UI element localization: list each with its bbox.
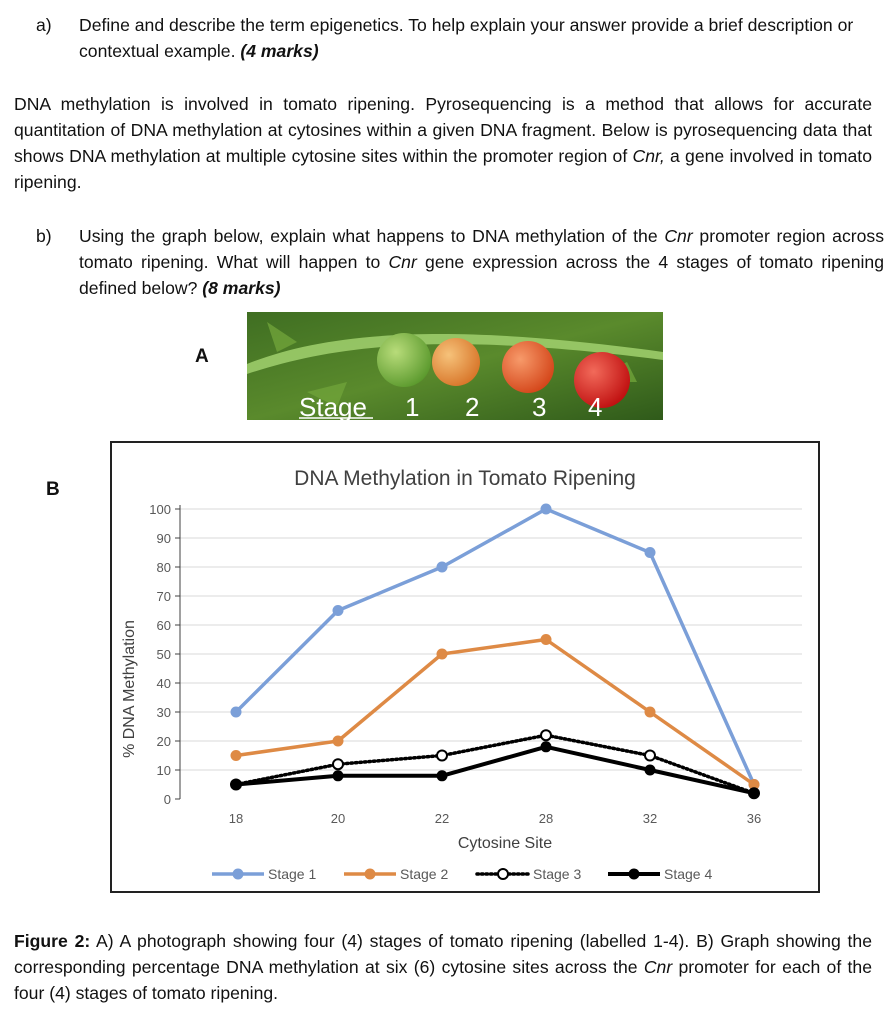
legend-item-1: [212, 866, 316, 882]
legend-item-3: [477, 866, 581, 882]
marker-s2-28: [541, 634, 552, 645]
marker-s3-32: [645, 751, 655, 761]
x-tick-label-36: 36: [746, 811, 762, 826]
x-axis-label: Cytosine Site: [457, 835, 553, 852]
marker-s3-22: [437, 751, 447, 761]
x-tick-label-28: 28: [538, 811, 554, 826]
y-tick-label-80: 80: [156, 560, 171, 575]
question-b-part3: gene expression across the 4 stages of tomato ripening defined below?: [79, 252, 884, 298]
question-a-text: [79, 12, 884, 64]
legend-item-4: [608, 866, 712, 882]
question-a-number: a): [36, 15, 52, 35]
question-a-body: Define and describe the term epigenetics. To help explain your answer provide a brief description or contextual example.: [79, 15, 854, 61]
x-tick-label-20: 20: [330, 811, 346, 826]
marker-s3-20: [333, 759, 343, 769]
x-tick-label-32: 32: [642, 811, 658, 826]
intro-part1: DNA methylation is involved in tomato ripening. Pyrosequencing is a method that allows for accurate quantitation of DNA methylation at cytosines within a given DNA fragment. Below is pyrosequencing data that shows DNA methylation at multiple cytosine sites within the promoter region of: [14, 94, 872, 166]
legend-label-4: Stage 4: [664, 866, 713, 882]
y-axis-label: % DNA Methylation: [121, 620, 138, 758]
chart-container: [110, 441, 820, 893]
stage-number-4: 4: [588, 392, 603, 420]
question-b-part1: Using the graph below, explain what happens to DNA methylation of the: [79, 226, 665, 246]
y-tick-label-100: 100: [149, 502, 171, 517]
caption-label: Figure 2:: [14, 931, 91, 951]
question-b-gene2: Cnr: [388, 252, 417, 272]
question-a: [36, 12, 886, 66]
marker-s4-18: [231, 779, 242, 790]
axes: [175, 505, 180, 799]
figure-caption: [14, 928, 872, 1006]
question-a-marks: (4 marks): [240, 41, 319, 61]
legend-swatch-marker-3: [498, 869, 508, 879]
marker-s1-32: [645, 547, 656, 558]
question-b: [36, 223, 886, 303]
tomato-stage-2: [432, 338, 480, 386]
marker-s1-18: [231, 707, 242, 718]
chart-title: DNA Methylation in Tomato Ripening: [294, 467, 636, 490]
legend-swatch-marker-2: [365, 869, 376, 880]
panel-b-label: B: [46, 479, 60, 500]
y-tick-label-0: 0: [163, 792, 171, 807]
y-tick-label-30: 30: [156, 705, 171, 720]
question-b-number: b): [36, 226, 52, 246]
y-tick-label-70: 70: [156, 589, 171, 604]
tomato-stage-1: [377, 333, 431, 387]
intro-part2: a gene involved in tomato ripening.: [14, 146, 872, 192]
intro-gene: Cnr,: [632, 146, 665, 166]
marker-s2-20: [333, 736, 344, 747]
caption-part1: A) A photograph showing four (4) stages of tomato ripening (labelled 1-4). B) Graph showing the corresponding percentage DNA methylation at six (6) cytosine sites across the: [14, 931, 872, 977]
legend-swatch-marker-4: [629, 869, 640, 880]
y-tick-label-10: 10: [156, 763, 171, 778]
y-tick-label-20: 20: [156, 734, 171, 749]
panel-a-label: A: [195, 346, 209, 367]
stage-word: Stage: [299, 392, 367, 420]
stage-number-3: 3: [532, 392, 547, 420]
question-b-part2: promoter region across tomato ripening. What will happen to: [79, 226, 884, 272]
x-tick-label-22: 22: [434, 811, 450, 826]
marker-s2-32: [645, 707, 656, 718]
legend-item-2: [344, 866, 448, 882]
y-tick-label-50: 50: [156, 647, 171, 662]
marker-s1-28: [541, 504, 552, 515]
legend-swatch-marker-1: [233, 869, 244, 880]
marker-s3-28: [541, 730, 551, 740]
legend-label-2: Stage 2: [400, 866, 449, 882]
line-chart: [112, 443, 818, 891]
legend-label-3: Stage 3: [533, 866, 582, 882]
gridlines: [180, 509, 802, 770]
series-stage-3: [231, 730, 759, 798]
marker-s1-20: [333, 605, 344, 616]
marker-s4-20: [333, 770, 344, 781]
caption-part2: promoter for each of the four (4) stages of tomato ripening.: [14, 957, 873, 1003]
series-lines: [231, 504, 760, 799]
marker-s4-36: [749, 788, 760, 799]
tick-labels: [149, 502, 761, 826]
question-b-gene1: Cnr: [664, 226, 693, 246]
y-tick-label-60: 60: [156, 618, 171, 633]
marker-s4-28: [541, 741, 552, 752]
marker-s2-22: [437, 649, 448, 660]
question-b-text: [79, 223, 884, 301]
question-b-marks: (8 marks): [202, 278, 281, 298]
x-tick-label-18: 18: [228, 811, 244, 826]
marker-s1-22: [437, 562, 448, 573]
y-tick-label-90: 90: [156, 531, 171, 546]
y-tick-label-40: 40: [156, 676, 171, 691]
tomato-photo-graphic: [247, 312, 663, 420]
intro-paragraph: [14, 91, 872, 195]
marker-s4-32: [645, 765, 656, 776]
tomato-photo: [247, 312, 663, 420]
stage-number-2: 2: [465, 392, 480, 420]
legend-label-1: Stage 1: [268, 866, 317, 882]
caption-gene: Cnr: [643, 957, 673, 977]
marker-s4-22: [437, 770, 448, 781]
legend: [212, 866, 712, 882]
marker-s2-18: [231, 750, 242, 761]
tomato-stage-3: [502, 341, 554, 393]
stage-number-1: 1: [405, 392, 420, 420]
